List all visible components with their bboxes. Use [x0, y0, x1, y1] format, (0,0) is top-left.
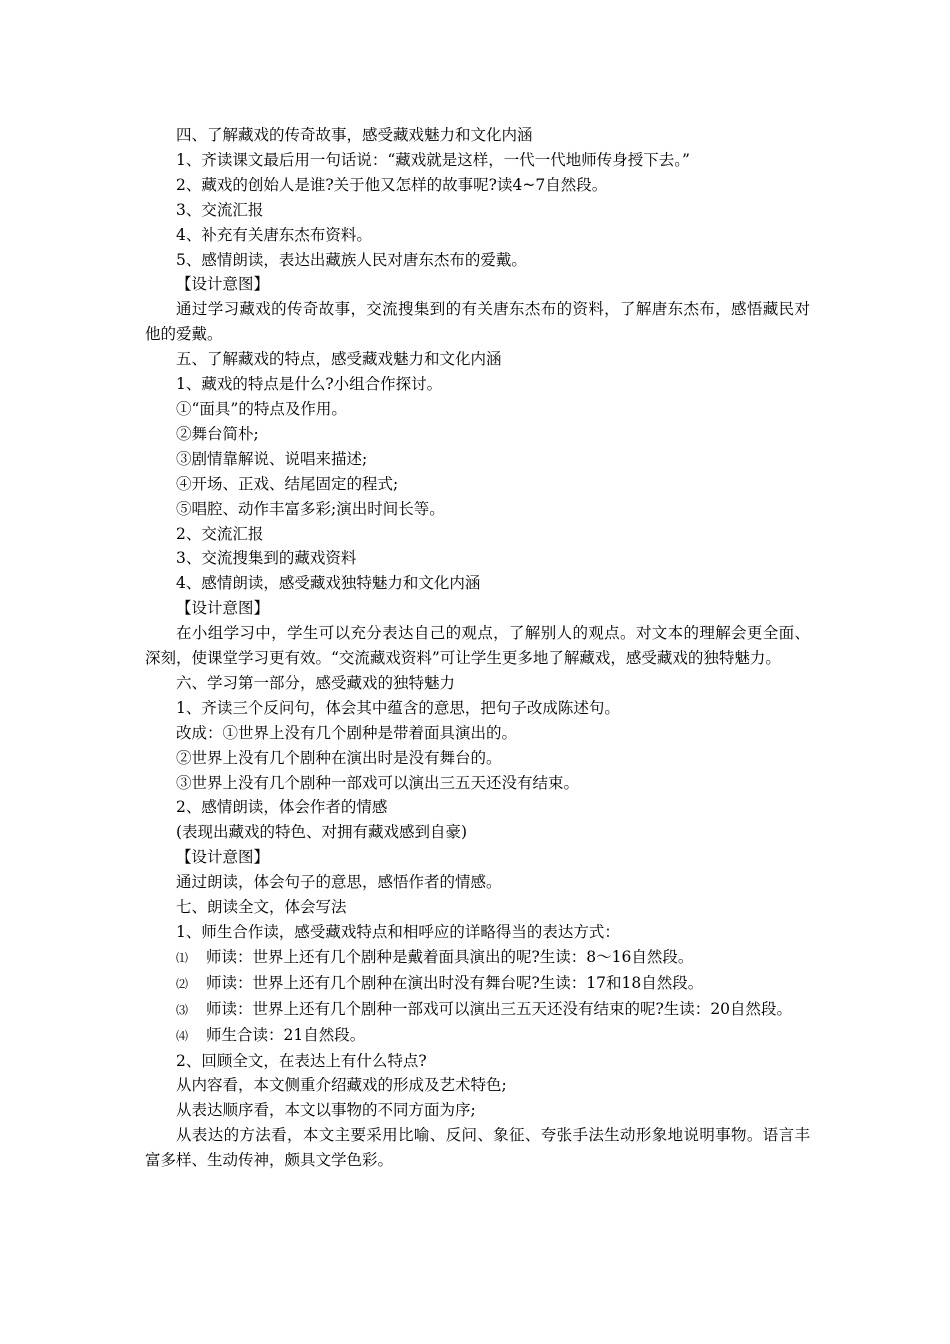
numbered-item	[145, 945, 810, 971]
paragraph: 从表达的方法看，本文主要采用比喻、反问、象征、夸张手法生动形象地说明事物。语言丰富多样、生动传神，颇具文学色彩。	[145, 1126, 810, 1170]
paragraph: 改成：①世界上没有几个剧种是带着面具演出的。	[176, 723, 518, 742]
paragraph: (表现出藏戏的特色、对拥有藏戏感到自豪)	[176, 823, 468, 842]
paragraph: ②舞台简朴;	[176, 424, 259, 443]
paragraph: 5、感情朗读，表达出藏族人民对唐东杰布的爱戴。	[176, 250, 527, 269]
paragraph: 2、回顾全文，在表达上有什么特点?	[176, 1051, 427, 1070]
numbered-item	[145, 1023, 810, 1049]
paragraph: 1、齐读三个反问句，体会其中蕴含的意思，把句子改成陈述句。	[176, 698, 620, 717]
paragraph: 通过学习藏戏的传奇故事，交流搜集到的有关唐东杰布的资料，了解唐东杰布，感悟藏民对他的爱戴。	[145, 300, 810, 344]
item-text: 师读：世界上还有几个剧种在演出时没有舞台呢?生读：17和18自然段。	[206, 973, 704, 992]
paragraph: 在小组学习中，学生可以充分表达自己的观点，了解别人的观点。对文本的理解会更全面、深刻，使课堂学习更有效。“交流藏戏资料”可让学生更多地了解藏戏，感受藏戏的独特魅力。	[145, 624, 810, 668]
paragraph: 1、师生合作读，感受藏戏特点和相呼应的详略得当的表达方式：	[176, 923, 620, 941]
item-text: 师生合读：21自然段。	[206, 1025, 366, 1044]
paragraph: ③世界上没有几个剧种一部戏可以演出三五天还没有结束。	[176, 773, 580, 792]
paragraph: 3、交流搜集到的藏戏资料	[176, 549, 357, 568]
item-number: ⑷	[176, 1028, 189, 1043]
document-body	[145, 123, 810, 1173]
paragraph: 1、藏戏的特点是什么?小组合作探讨。	[176, 375, 443, 394]
paragraph: ③剧情靠解说、说唱来描述;	[176, 449, 368, 468]
paragraph: ①“面具”的特点及作用。	[176, 399, 347, 418]
paragraph: 4、感情朗读，感受藏戏独特魅力和文化内涵	[176, 574, 481, 593]
item-number: ⑴	[176, 950, 189, 965]
item-text: 师读：世界上还有几个剧种一部戏可以演出三五天还没有结束的呢?生读：20自然段。	[206, 999, 793, 1018]
item-text: 师读：世界上还有几个剧种是戴着面具演出的呢?生读：8～16自然段。	[206, 947, 694, 966]
paragraph: ⑤唱腔、动作丰富多彩;演出时间长等。	[176, 499, 445, 518]
section-heading: 六、学习第一部分，感受藏戏的独特魅力	[176, 673, 456, 692]
numbered-item	[145, 997, 810, 1023]
paragraph: 通过朗读，体会句子的意思，感悟作者的情感。	[176, 873, 502, 892]
paragraph: 3、交流汇报	[176, 200, 264, 219]
section-heading: 四、了解藏戏的传奇故事，感受藏戏魅力和文化内涵	[176, 126, 533, 144]
paragraph: 2、藏戏的创始人是谁?关于他又怎样的故事呢?读4~7自然段。	[176, 175, 608, 194]
paragraph: 从表达顺序看，本文以事物的不同方面为序;	[176, 1101, 476, 1120]
design-intent-label: 【设计意图】	[176, 848, 270, 867]
paragraph: 1、齐读课文最后用一句话说：“藏戏就是这样，一代一代地师传身授下去。”	[176, 150, 690, 169]
numbered-item	[145, 971, 810, 997]
paragraph: ②世界上没有几个剧种在演出时是没有舞台的。	[176, 748, 502, 767]
paragraph: 2、感情朗读，体会作者的情感	[176, 798, 388, 817]
item-number: ⑶	[176, 1002, 189, 1017]
design-intent-label: 【设计意图】	[176, 599, 270, 618]
item-number: ⑵	[176, 976, 189, 991]
paragraph: ④开场、正戏、结尾固定的程式;	[176, 474, 399, 493]
section-heading: 五、了解藏戏的特点，感受藏戏魅力和文化内涵	[176, 350, 502, 369]
design-intent-label: 【设计意图】	[176, 275, 270, 294]
paragraph: 从内容看，本文侧重介绍藏戏的形成及艺术特色;	[176, 1076, 507, 1095]
section-heading: 七、朗读全文，体会写法	[176, 898, 347, 917]
paragraph: 4、补充有关唐东杰布资料。	[176, 225, 372, 244]
paragraph: 2、交流汇报	[176, 524, 264, 543]
